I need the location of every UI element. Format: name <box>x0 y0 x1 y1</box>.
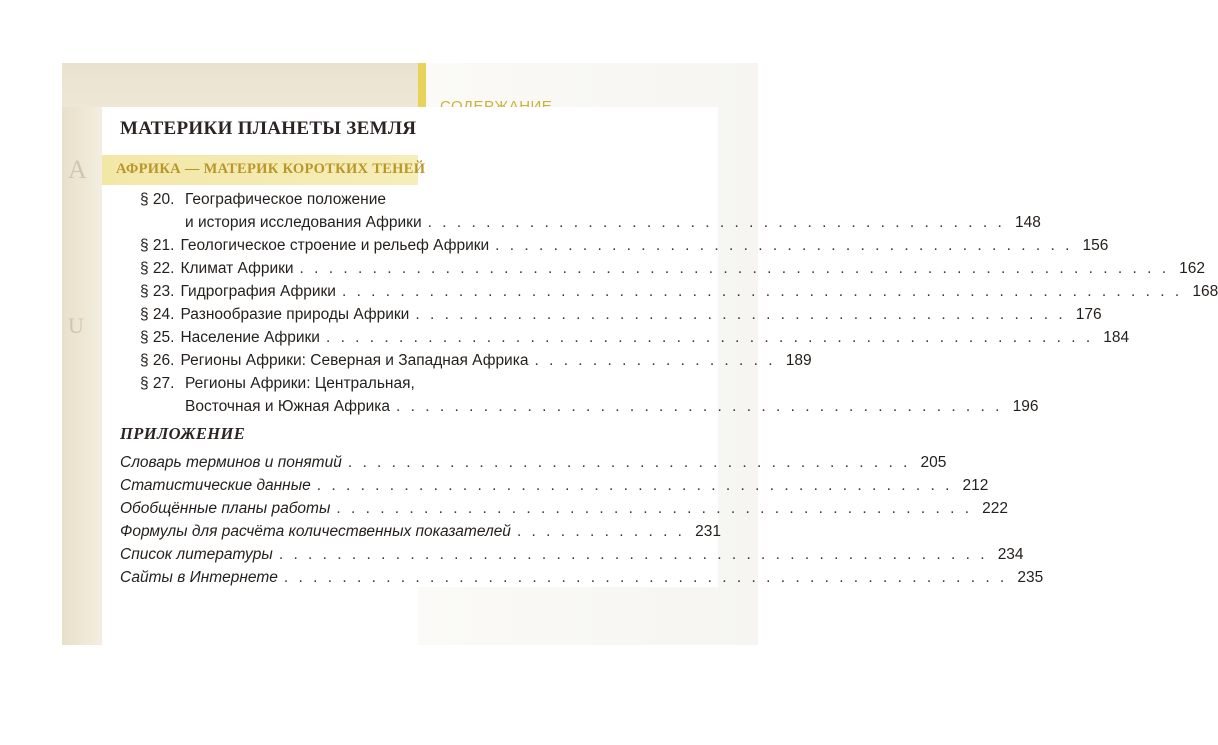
page-title: МАТЕРИКИ ПЛАНЕТЫ ЗЕМЛЯ <box>120 118 417 139</box>
dot-leader: . . . . . . . . . . . . <box>516 523 685 540</box>
page-number: 231 <box>695 523 721 540</box>
dot-leader: . . . . . . . . . . . . . . . . . . . . . . . . . . . . . . . . . . . . . . . . . . . . <box>336 500 973 517</box>
entry-label: Сайты в Интернете <box>120 569 278 586</box>
dot-leader: . . . . . . . . . . . . . . . . . . . . . . . . . . . . . . . . . . . . . . . . . . . . . . . . . . . . . <box>325 329 1094 346</box>
entry-20-number: § 20. <box>140 191 175 208</box>
entry-label: Статистические данные <box>120 477 311 494</box>
entry-label: и история исследования Африки <box>185 214 422 231</box>
page-number: 148 <box>1014 214 1041 231</box>
appendix-item-literature[interactable] <box>120 546 1024 564</box>
page-number: 196 <box>1012 398 1039 415</box>
entry-number: § 22. <box>140 260 175 277</box>
entry-label: Разнообразие природы Африки <box>180 306 410 323</box>
page-number: 205 <box>920 454 947 471</box>
appendix-item-statistics[interactable] <box>120 477 989 495</box>
dot-leader: . . . . . . . . . . . . . . . . . . . . . . . . . . . . . . . . . . . . . . . . . . . . . . . . . . <box>283 569 1008 586</box>
page-number: 235 <box>1017 569 1044 586</box>
dot-leader: . . . . . . . . . . . . . . . . . . . . . . . . . . . . . . . . . . . . . . . . . . . . . <box>415 306 1066 323</box>
page-number: 156 <box>1082 237 1109 254</box>
entry-label: Формулы для расчёта количественных показателей <box>120 523 511 540</box>
entry-27-line1: Регионы Африки: Центральная, <box>185 375 415 392</box>
appendix-item-websites[interactable] <box>120 569 1044 587</box>
appendix-item-plans[interactable] <box>120 500 1009 518</box>
page-number: 162 <box>1179 260 1206 277</box>
page-number: 184 <box>1103 329 1130 346</box>
toc-entry-24[interactable] <box>140 306 1102 324</box>
chapter-subtitle: АФРИКА — МАТЕРИК КОРОТКИХ ТЕНЕЙ <box>116 161 426 177</box>
page-number: 222 <box>982 500 1009 517</box>
toc-entry-27[interactable] <box>185 398 1039 416</box>
page-number: 234 <box>997 546 1024 563</box>
dot-leader: . . . . . . . . . . . . . . . . . . . . . . . . . . . . . . . . . . . . . . . . . . . . <box>316 477 953 494</box>
page-number: 189 <box>785 352 812 369</box>
page-number: 212 <box>962 477 989 494</box>
toc-entry-25[interactable] <box>140 329 1130 347</box>
dot-leader: . . . . . . . . . . . . . . . . . . . . . . . . . . . . . . . . . . . . . . . . <box>495 237 1073 254</box>
entry-label: Словарь терминов и понятий <box>120 454 342 471</box>
appendix-item-formulas[interactable] <box>120 523 721 541</box>
appendix-title: ПРИЛОЖЕНИЕ <box>120 424 246 443</box>
toc-entry-23[interactable] <box>140 283 1218 301</box>
entry-number: § 26. <box>140 352 175 369</box>
toc-entry-22[interactable] <box>140 260 1206 278</box>
entry-label: Список литературы <box>120 546 273 563</box>
entry-label: Гидрография Африки <box>180 283 336 300</box>
entry-27-number: § 27. <box>140 375 175 392</box>
dot-leader: . . . . . . . . . . . . . . . . . . . . . . . . . . . . . . . . . . . . . . . . . . <box>396 398 1003 415</box>
entry-label: Климат Африки <box>180 260 294 277</box>
entry-label: Восточная и Южная Африка <box>185 398 391 415</box>
page-number: 176 <box>1075 306 1102 323</box>
entry-label: Население Африки <box>180 329 320 346</box>
entry-label: Регионы Африки: Северная и Западная Африка <box>180 352 529 369</box>
scan-map-strip: A U <box>62 63 102 645</box>
toc-entry-20[interactable] <box>185 214 1041 232</box>
entry-label: Обобщённые планы работы <box>120 500 331 517</box>
dot-leader: . . . . . . . . . . . . . . . . . <box>534 352 776 369</box>
appendix-item-glossary[interactable] <box>120 454 947 472</box>
scan-top-strip <box>62 63 418 107</box>
entry-number: § 21. <box>140 237 175 254</box>
entry-label: Геологическое строение и рельеф Африки <box>180 237 490 254</box>
entry-20-line1: Географическое положение <box>185 191 387 208</box>
dot-leader: . . . . . . . . . . . . . . . . . . . . . . . . . . . . . . . . . . . . . . . <box>347 454 911 471</box>
dot-leader: . . . . . . . . . . . . . . . . . . . . . . . . . . . . . . . . . . . . . . . . . . . . . . . . . <box>278 546 988 563</box>
page-number: 168 <box>1192 283 1218 300</box>
entry-number: § 23. <box>140 283 175 300</box>
dot-leader: . . . . . . . . . . . . . . . . . . . . . . . . . . . . . . . . . . . . . . . . . . . . . . . . . . . . . . . . . . . . <box>299 260 1170 277</box>
entry-number: § 25. <box>140 329 175 346</box>
dot-leader: . . . . . . . . . . . . . . . . . . . . . . . . . . . . . . . . . . . . . . . . <box>427 214 1005 231</box>
toc-entry-21[interactable] <box>140 237 1109 255</box>
entry-number: § 24. <box>140 306 175 323</box>
dot-leader: . . . . . . . . . . . . . . . . . . . . . . . . . . . . . . . . . . . . . . . . . . . . . . . . . . . . . . . . . . <box>341 283 1183 300</box>
toc-entry-26[interactable] <box>140 352 812 370</box>
